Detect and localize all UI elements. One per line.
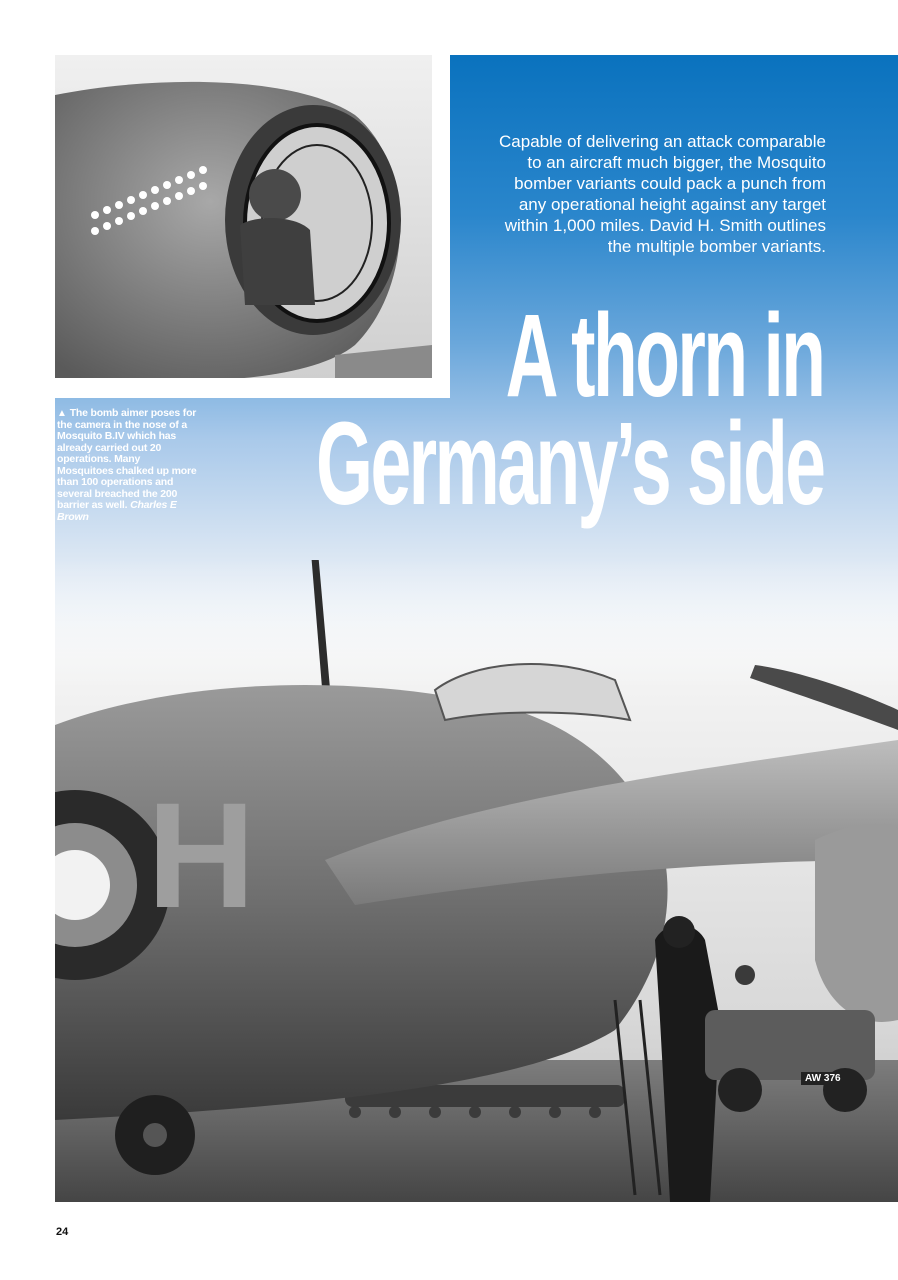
caption-credit: Charles E Brown: [57, 499, 177, 523]
main-photo-mosquito-airfield: [55, 560, 898, 1202]
intro-standfirst: Capable of delivering an attack comparable to an aircraft much bigger, the Mosquito bomber variants could pack a punch from any operational height against any target within 1,000 miles. David H. Smith outlines the multiple bomber variants.: [499, 132, 826, 256]
caption-arrow-icon: ▲: [57, 408, 67, 419]
headline: [316, 290, 824, 530]
photo-caption: [57, 408, 197, 523]
page-number: 24: [56, 1226, 69, 1238]
fuselage-code-letter: H: [147, 771, 256, 939]
headline-line-2: Germany’s side: [316, 398, 824, 530]
headline-line-1: A thorn in: [506, 290, 824, 422]
vehicle-number-plate: AW 376: [801, 1072, 845, 1085]
caption-text: The bomb aimer poses for the camera in the nose of a Mosquito B.IV which has already carried out 20 operations. Many Mosquitoes chalked up more than 100 operations and several breached the 200 barrier as well.: [57, 407, 197, 511]
